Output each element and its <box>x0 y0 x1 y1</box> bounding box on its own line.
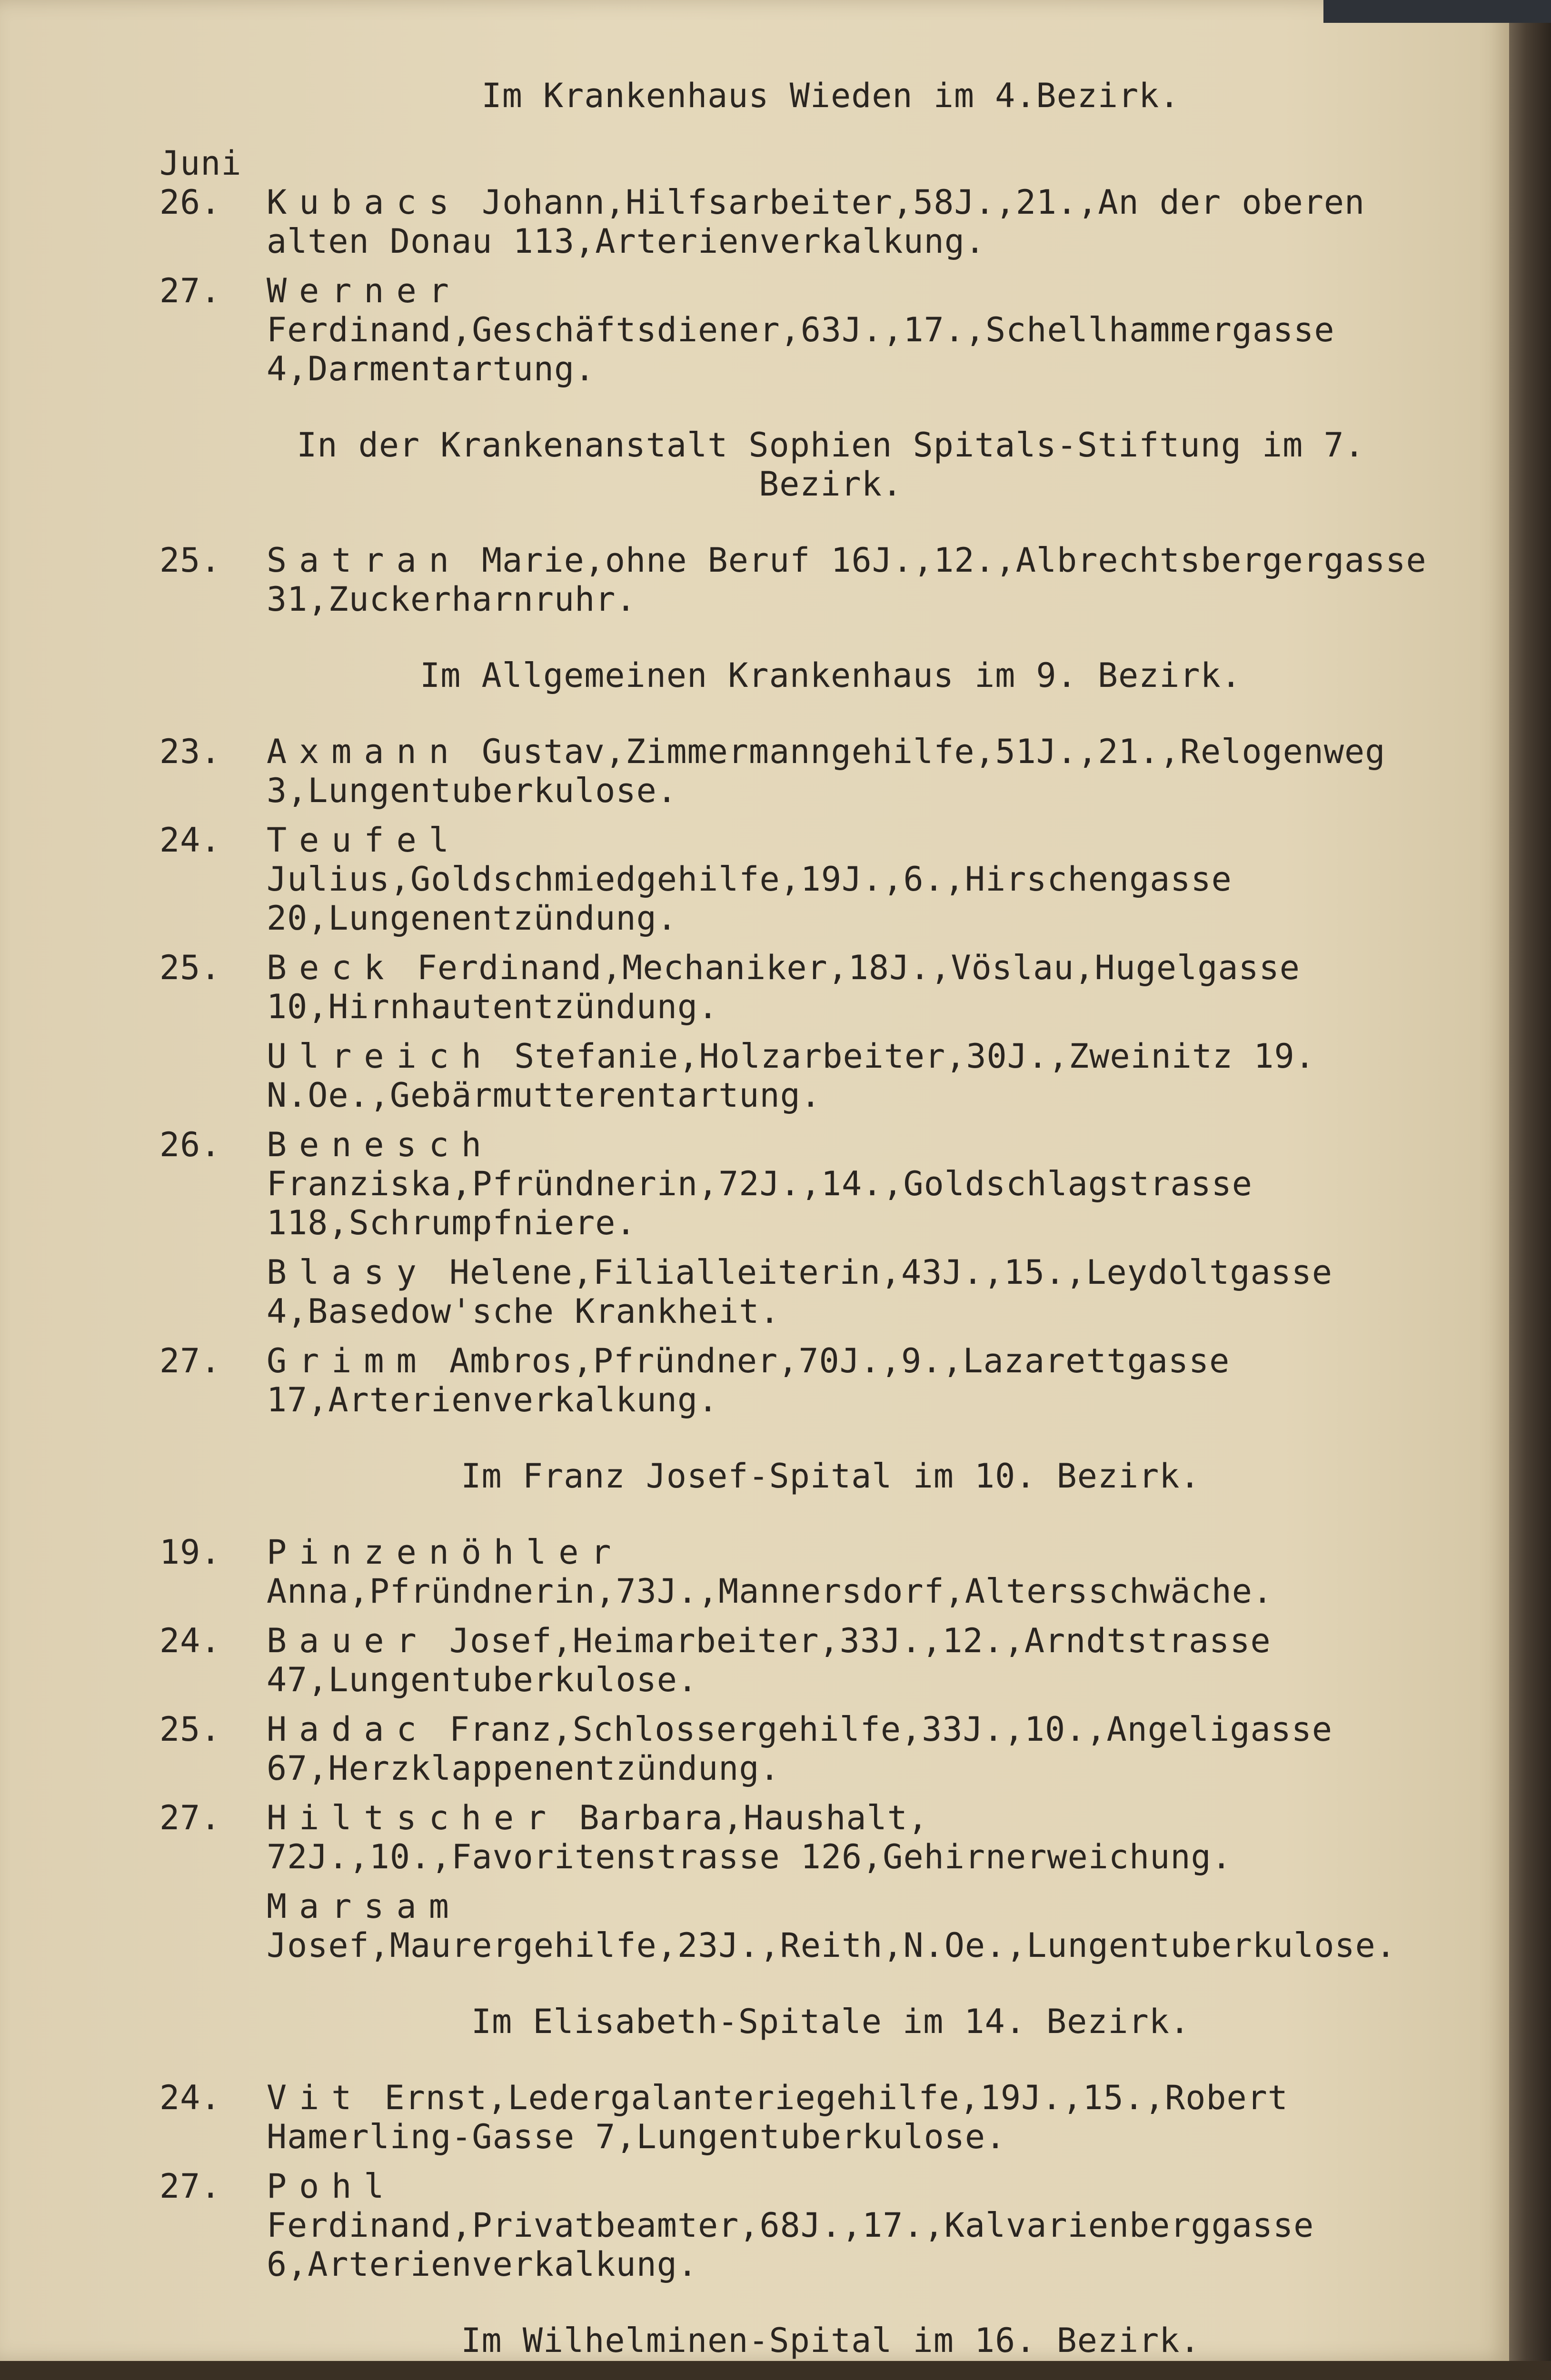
entry-surname: Grimm <box>267 1341 429 1380</box>
entry-surname: Axmann <box>267 732 461 771</box>
entry-surname: Vit <box>267 2078 364 2117</box>
entry-details: Ferdinand,Mechaniker,18J.,Vöslau,Hugelgasse 10,Hirnhautentzündung. <box>267 948 1300 1026</box>
entry-details: Gustav,Zimmermanngehilfe,51J.,21.,Relogenweg 3,Lungentuberkulose. <box>267 732 1386 810</box>
binding-spine <box>1509 0 1551 2361</box>
list-item <box>159 271 1445 388</box>
entry-details: Anna,Pfründnerin,73J.,Mannersdorf,Altersschwäche. <box>267 1572 1273 1611</box>
entry-day: 27. <box>159 271 221 310</box>
list-item <box>159 732 1445 810</box>
list-item <box>159 2078 1445 2156</box>
section-heading: Im Wilhelminen-Spital im 16. Bezirk. <box>461 2321 1201 2360</box>
entry-surname: Hadac <box>267 1710 429 1749</box>
entry-details: Ferdinand,Geschäftsdiener,63J.,17.,Schellhammergasse 4,Darmentartung. <box>267 310 1335 388</box>
document-body <box>159 76 1445 2380</box>
entry-details: Barbara,Haushalt, 72J.,10.,Favoritenstrasse 126,Gehirnerweichung. <box>267 1798 1232 1876</box>
list-item <box>159 948 1445 1026</box>
entry-details: Helene,Filialleiterin,43J.,15.,Leydoltgasse 4,Basedow'sche Krankheit. <box>267 1253 1333 1331</box>
entry-surname: Teufel <box>267 821 461 860</box>
section-heading: Im Krankenhaus Wieden im 4.Bezirk. <box>481 76 1180 115</box>
entry-day: 27. <box>159 1341 221 1380</box>
entry-day: 26. <box>159 1125 221 1164</box>
month-label: Juni <box>159 144 242 183</box>
entry-surname: Satran <box>267 541 461 580</box>
entry-surname: Pinzenöhler <box>267 1533 624 1572</box>
entry-details: Johann,Hilfsarbeiter,58J.,21.,An der oberen alten Donau 113,Arterienverkalkung. <box>267 183 1365 261</box>
entry-surname: Pohl <box>267 2167 397 2206</box>
entry-day: 24. <box>159 821 221 860</box>
entry-day: 19. <box>159 1533 221 1572</box>
list-item <box>159 1710 1445 1788</box>
entry-day: 24. <box>159 2078 221 2117</box>
list-item <box>159 1253 1445 1331</box>
entry-day: 26. <box>159 183 221 222</box>
list-item <box>159 1621 1445 1699</box>
list-item <box>159 2167 1445 2284</box>
section-heading: Im Allgemeinen Krankenhaus im 9. Bezirk. <box>420 656 1242 695</box>
entry-details: Josef,Heimarbeiter,33J.,12.,Arndtstrasse 47,Lungentuberkulose. <box>267 1621 1271 1699</box>
list-item <box>159 1125 1445 1242</box>
section-heading: Im Elisabeth-Spitale im 14. Bezirk. <box>471 2002 1191 2041</box>
entry-day: 23. <box>159 732 221 771</box>
entry-surname: Ulreich <box>267 1037 494 1076</box>
entry-day: 24. <box>159 1621 221 1660</box>
list-item <box>159 1341 1445 1419</box>
list-item <box>159 183 1445 261</box>
entry-details: Julius,Goldschmiedgehilfe,19J.,6.,Hirschengasse 20,Lungenentzündung. <box>267 860 1232 938</box>
entry-surname: Hiltscher <box>267 1798 559 1837</box>
list-item <box>159 821 1445 938</box>
entry-day: 25. <box>159 541 221 580</box>
entry-details: Franziska,Pfründnerin,72J.,14.,Goldschlagstrasse 118,Schrumpfniere. <box>267 1164 1253 1242</box>
entry-day: 25. <box>159 948 221 987</box>
entry-details: Josef,Maurergehilfe,23J.,Reith,N.Oe.,Lungentuberkulose. <box>267 1926 1396 1965</box>
list-item <box>159 1533 1445 1611</box>
entry-details: Stefanie,Holzarbeiter,30J.,Zweinitz 19. N.Oe.,Gebärmutterentartung. <box>267 1037 1315 1115</box>
entry-details: Marie,ohne Beruf 16J.,12.,Albrechtsbergergasse 31,Zuckerharnruhr. <box>267 541 1427 619</box>
entry-surname: Kubacs <box>267 183 461 222</box>
entry-day: 27. <box>159 2167 221 2206</box>
entry-surname: Bauer <box>267 1621 429 1660</box>
entry-details: Ferdinand,Privatbeamter,68J.,17.,Kalvarienberggasse 6,Arterienverkalkung. <box>267 2206 1314 2284</box>
entry-surname: Blasy <box>267 1253 429 1292</box>
entry-surname: Marsam <box>267 1887 461 1926</box>
list-item <box>159 541 1445 619</box>
entry-day: 27. <box>159 1798 221 1837</box>
entry-surname: Beck <box>267 948 397 987</box>
section-heading: In der Krankenanstalt Sophien Spitals-Stiftung im 7. Bezirk. <box>297 426 1365 504</box>
entry-day: 25. <box>159 1710 221 1749</box>
list-item <box>159 1798 1445 1876</box>
section-heading: Im Franz Josef-Spital im 10. Bezirk. <box>461 1457 1201 1496</box>
binding-label-strip <box>1323 0 1551 23</box>
entry-details: Franz,Schlossergehilfe,33J.,10.,Angeligasse 67,Herzklappenentzündung. <box>267 1710 1333 1788</box>
entry-surname: Benesch <box>267 1125 494 1164</box>
entry-details: Ernst,Ledergalanteriegehilfe,19J.,15.,Robert Hamerling-Gasse 7,Lungentuberkulose. <box>267 2078 1288 2156</box>
list-item <box>159 1887 1445 1965</box>
list-item <box>159 1037 1445 1115</box>
entry-surname: Werner <box>267 271 461 310</box>
entry-details: Ambros,Pfründner,70J.,9.,Lazarettgasse 17,Arterienverkalkung. <box>267 1341 1230 1419</box>
